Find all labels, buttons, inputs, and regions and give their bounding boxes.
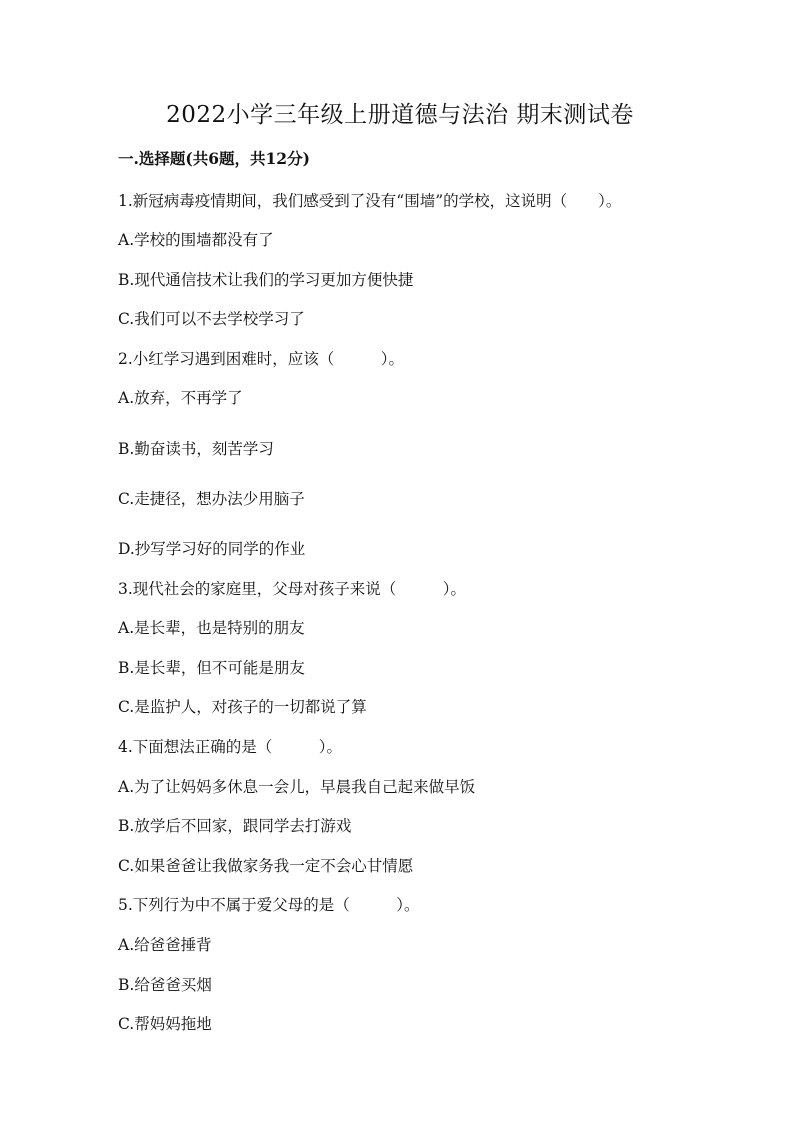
question-2-option-a: A.放弃，不再学了: [118, 389, 243, 407]
question-3-option-c: C.是监护人，对孩子的一切都说了算: [118, 698, 367, 716]
question-1-option-a: A.学校的围墙都没有了: [118, 231, 274, 249]
question-1-option-b: B.现代通信技术让我们的学习更加方便快捷: [118, 271, 414, 289]
question-5-stem: 5.下列行为中不属于爱父母的是（ ）。: [118, 896, 420, 914]
question-2-stem: 2.小红学习遇到困难时，应该（ ）。: [118, 350, 405, 368]
exam-title: 2022小学三年级上册道德与法治 期末测试卷: [166, 102, 634, 128]
question-2-option-c: C.走捷径，想办法少用脑子: [118, 490, 305, 508]
question-3-stem: 3.现代社会的家庭里，父母对孩子来说（ ）。: [118, 580, 467, 598]
question-3-option-b: B.是长辈，但不可能是朋友: [118, 659, 305, 677]
question-1-stem: 1.新冠病毒疫情期间，我们感受到了没有“围墙”的学校，这说明（ ）。: [118, 192, 622, 210]
question-5-option-b: B.给爸爸买烟: [118, 976, 212, 994]
question-1-option-c: C.我们可以不去学校学习了: [118, 310, 305, 328]
question-5-option-a: A.给爸爸捶背: [118, 936, 212, 954]
question-5-option-c: C.帮妈妈拖地: [118, 1015, 212, 1033]
question-4-option-b: B.放学后不回家，跟同学去打游戏: [118, 817, 352, 835]
question-2-option-d: D.抄写学习好的同学的作业: [118, 540, 306, 558]
question-3-option-a: A.是长辈，也是特别的朋友: [118, 619, 305, 637]
question-4-option-c: C.如果爸爸让我做家务我一定不会心甘情愿: [118, 857, 414, 875]
section-heading: 一.选择题(共6题，共12分): [118, 149, 310, 168]
question-4-option-a: A.为了让妈妈多休息一会儿，早晨我自己起来做早饭: [118, 778, 476, 796]
question-2-option-b: B.勤奋读书，刻苦学习: [118, 440, 274, 458]
question-4-stem: 4.下面想法正确的是（ ）。: [118, 738, 343, 756]
